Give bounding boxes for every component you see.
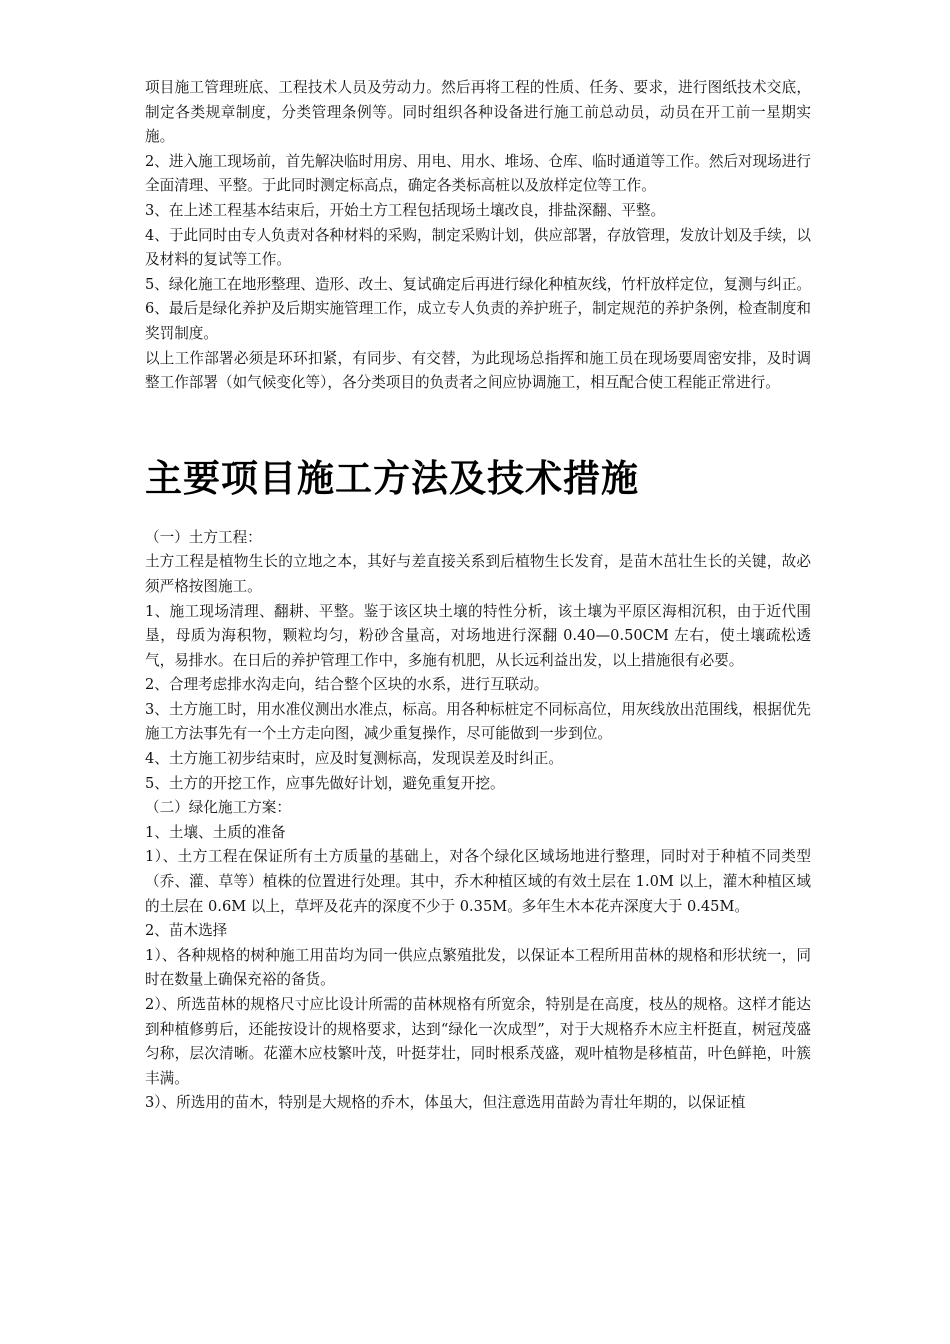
section-paragraph: 3）、所选用的苗木，特别是大规格的乔木，体虽大，但注意选用苗龄为青壮年期的，以保证植 bbox=[145, 1094, 746, 1112]
intro-paragraph: 3、在上述工程基本结束后，开始土方工程包括现场土壤改良，排盐深翻、平整。 bbox=[145, 201, 666, 219]
section-paragraph: 1）、各种规格的树种施工用苗均为同一供应点繁殖批发，以保证本工程所用苗林的规格和形状统一，同时在数量上确保充裕的备货。 bbox=[145, 946, 811, 989]
section-paragraph: （二）绿化施工方案： bbox=[145, 799, 291, 817]
section-paragraph: 1、施工现场清理、翻耕、平整。鉴于该区块土壤的特性分析，该土壤为平原区海相沉积，由于近代围垦，母质为海积物，颗粒均匀，粉砂含量高，对场地进行深翻 0.40—0.50CM 左右，使土壤疏松透气，易排水。在日后的养护管理工作中，多施有机肥，从长远利益出发，以上措施很有必要。 bbox=[145, 602, 811, 669]
section-paragraph: （一）土方工程： bbox=[145, 528, 262, 546]
intro-paragraph: 4、于此同时由专人负责对各种材料的采购，制定采购计划，供应部署，存放管理，发放计划及手续，以及材料的复试等工作。 bbox=[145, 226, 812, 269]
section-paragraph: 1）、土方工程在保证所有土方质量的基础上，对各个绿化区域场地进行整理，同时对于种植不同类型（乔、灌、草等）植株的位置进行处理。其中，乔木种植区域的有效土层在 1.0M 以上，灌木种植区域的土层在 0.6M 以上，草坪及花卉的深度不少于 0.35M。多年生木本花卉深度大于 0.45M。 bbox=[145, 848, 811, 915]
section-paragraph: 3、土方施工时，用水准仪测出水准点，标高。用各种标桩定不同标高位，用灰线放出范围线，根据优先施工方法事先有一个土方走向图，减少重复操作，尽可能做到一步到位。 bbox=[145, 700, 812, 743]
intro-paragraph: 项目施工管理班底、工程技术人员及劳动力。然后再将工程的性质、任务、要求，进行图纸技术交底，制定各类规章制度，分类管理条例等。同时组织各种设备进行施工前总动员，动员在开工前一星期实施。 bbox=[145, 79, 811, 146]
intro-paragraph: 以上工作部署必须是环环扣紧，有同步、有交替，为此现场总指挥和施工员在现场要周密安排，及时调整工作部署（如气候变化等），各分类项目的负责者之间应协调施工，相互配合使工程能正常进行。 bbox=[145, 349, 811, 392]
section-heading: 主要项目施工方法及技术措施 bbox=[145, 456, 639, 500]
section-paragraph: 5、土方的开挖工作，应事先做好计划，避免重复开挖。 bbox=[145, 774, 505, 792]
intro-section bbox=[145, 76, 811, 396]
document-page bbox=[145, 76, 811, 1116]
intro-paragraph: 5、绿化施工在地形整理、造形、改土、复试确定后再进行绿化种植灰线，竹杆放样定位，复测与纠正。 bbox=[145, 275, 812, 293]
section-paragraph: 2、苗木选择 bbox=[145, 922, 228, 940]
intro-paragraph: 2、进入施工现场前，首先解决临时用房、用电、用水、堆场、仓库、临时通道等工作。然后对现场进行全面清理、平整。于此同时测定标高点，确定各类标高桩以及放样定位等工作。 bbox=[145, 152, 812, 195]
section-paragraph: 2）、所选苗林的规格尺寸应比设计所需的苗林规格有所宽余，特别是在高度，枝丛的规格。这样才能达到种植修剪后，还能按设计的规格要求，达到“绿化一次成型”，对于大规格乔木应主杆挺直，树冠茂盛匀称，层次清晰。花灌木应枝繁叶茂，叶挺芽壮，同时根系茂盛，观叶植物是移植苗，叶色鲜艳，叶簇丰满。 bbox=[145, 996, 811, 1087]
section-body bbox=[145, 526, 811, 1116]
section-paragraph: 1、土壤、土质的准备 bbox=[145, 823, 286, 841]
section-paragraph: 2、合理考虑排水沟走向，结合整个区块的水系，进行互联动。 bbox=[145, 676, 549, 694]
section-paragraph: 土方工程是植物生长的立地之本，其好与差直接关系到后植物生长发育，是苗木茁壮生长的关键，故必须严格按图施工。 bbox=[145, 553, 811, 595]
intro-paragraph: 6、最后是绿化养护及后期实施管理工作，成立专人负责的养护班子，制定规范的养护条例，检查制度和奖罚制度。 bbox=[145, 300, 812, 342]
section-paragraph: 4、土方施工初步结束时，应及时复测标高，发现误差及时纠正。 bbox=[145, 750, 563, 768]
